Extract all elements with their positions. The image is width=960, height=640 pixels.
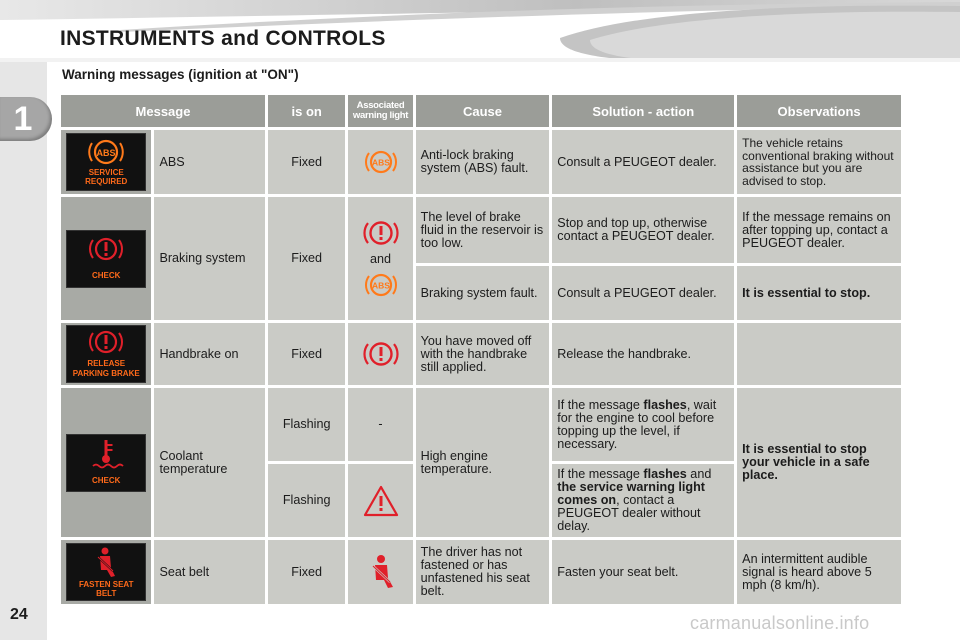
- watermark: carmanualsonline.info: [690, 613, 870, 633]
- cause-cell: Anti-lock braking system (ABS) fault.: [416, 130, 550, 194]
- panel-text-line1: RELEASE: [87, 359, 126, 368]
- panel-image-cell: [61, 130, 151, 194]
- warning-light-cell: [348, 323, 412, 385]
- message-cell: ABS: [154, 130, 265, 194]
- solution-text: If the message: [557, 467, 644, 481]
- table-row-handbrake: [61, 323, 901, 385]
- table-header-row: [61, 95, 901, 127]
- column-header-message: Message: [61, 95, 265, 127]
- is-on-cell: Fixed: [268, 323, 345, 385]
- panel-text-line1: FASTEN SEAT: [78, 580, 134, 589]
- assoc-line1: Associated: [356, 100, 405, 111]
- message-cell: Coolant temperature: [154, 388, 265, 537]
- panel-image-cell: [61, 388, 151, 537]
- panel-text-line2: PARKING BRAKE: [72, 369, 140, 378]
- cause-cell: The level of brake fluid in the reservoir is too low.: [416, 197, 550, 263]
- is-on-cell: Fixed: [268, 197, 345, 320]
- table-row-coolant-a: [61, 388, 901, 461]
- cause-cell: You have moved off with the handbrake still applied.: [416, 323, 550, 385]
- cause-cell: The driver has not fastened or has unfastened his seat belt.: [416, 540, 550, 604]
- solution-text: , wait for the engine to cool before topping up the level, if necessary.: [557, 397, 717, 451]
- message-cell: Seat belt: [154, 540, 265, 604]
- message-cell: Handbrake on: [154, 323, 265, 385]
- seat-belt-icon: [364, 553, 398, 591]
- solution-cell: Fasten your seat belt.: [552, 540, 734, 604]
- chapter-tab: [0, 97, 52, 141]
- is-on-cell: Fixed: [268, 130, 345, 194]
- brake-warning-icon: [363, 215, 399, 251]
- warning-messages-table: [58, 92, 904, 607]
- observations-cell: [737, 323, 901, 385]
- svg-text:ABS: ABS: [371, 157, 390, 168]
- no-warning-light-dash: -: [378, 417, 383, 431]
- solution-text: and: [686, 467, 712, 481]
- cause-cell: Braking system fault.: [416, 266, 550, 320]
- section-title: INSTRUMENTS and CONTROLS: [60, 27, 386, 50]
- chapter-number: 1: [13, 100, 33, 138]
- and-label: and: [370, 252, 392, 266]
- left-margin-band: [0, 62, 47, 640]
- solution-text: If the message: [557, 397, 644, 412]
- panel-image-cell: [61, 323, 151, 385]
- solution-emphasis: flashes: [643, 397, 687, 412]
- observations-cell: It is essential to stop your vehicle in a safe place.: [737, 388, 901, 537]
- panel-text-line2: BELT: [96, 589, 117, 598]
- column-header-associated-warning-light: [348, 95, 412, 127]
- panel-image-cell: [61, 197, 151, 320]
- is-on-cell: Fixed: [268, 540, 345, 604]
- solution-cell: Stop and top up, otherwise contact a PEUGEOT dealer.: [552, 197, 734, 263]
- solution-cell: [552, 464, 734, 537]
- warning-light-cell: [348, 197, 412, 320]
- cause-cell: High engine temperature.: [416, 388, 550, 537]
- table-row-abs: [61, 130, 901, 194]
- svg-text:ABS: ABS: [96, 148, 116, 158]
- brake-warning-icon: [363, 336, 399, 372]
- column-header-observations: Observations: [737, 95, 901, 127]
- warning-light-cell: [348, 464, 412, 537]
- display-panel-abs: [66, 133, 146, 191]
- is-on-cell: Flashing: [268, 464, 345, 537]
- observations-cell: It is essential to stop.: [737, 266, 901, 320]
- table-row-braking-a: [61, 197, 901, 263]
- page-number: 24: [10, 606, 28, 623]
- message-cell: Braking system: [154, 197, 265, 320]
- observations-cell: An intermittent audible signal is heard above 5 mph (8 km/h).: [737, 540, 901, 604]
- panel-text-line1: SERVICE: [88, 168, 124, 177]
- panel-image-cell: [61, 540, 151, 604]
- observations-cell: If the message remains on after topping up, contact a PEUGEOT dealer.: [737, 197, 901, 263]
- warning-light-cell: [348, 130, 412, 194]
- page-subtitle: Warning messages (ignition at "ON"): [62, 67, 299, 82]
- warning-light-cell: [348, 540, 412, 604]
- warning-light-cell: [348, 388, 412, 461]
- assoc-line2: warning light: [352, 110, 409, 121]
- solution-cell: Release the handbrake.: [552, 323, 734, 385]
- display-panel-coolant: [66, 434, 146, 492]
- observations-cell: The vehicle retains conventional braking without assistance but you are advised to stop.: [737, 130, 901, 194]
- warning-triangle-icon: [362, 484, 400, 518]
- column-header-solution: Solution - action: [552, 95, 734, 127]
- abs-icon: [364, 268, 398, 302]
- solution-text: , contact a PEUGEOT dealer without delay.: [557, 493, 701, 533]
- svg-text:ABS: ABS: [371, 280, 390, 291]
- column-header-is-on: is on: [268, 95, 345, 127]
- solution-cell: [552, 388, 734, 461]
- panel-text-line2: REQUIRED: [85, 177, 128, 186]
- abs-icon: [364, 145, 398, 179]
- panel-text-line1: CHECK: [91, 270, 121, 280]
- panel-text-line1: CHECK: [91, 475, 121, 485]
- column-header-cause: Cause: [416, 95, 550, 127]
- solution-emphasis: the service warning light comes on: [557, 480, 705, 507]
- display-panel-seatbelt: [66, 543, 146, 601]
- display-panel-brake: [66, 230, 146, 288]
- table-row-seatbelt: [61, 540, 901, 604]
- display-panel-handbrake: [66, 325, 146, 383]
- solution-emphasis: flashes: [643, 467, 687, 481]
- solution-cell: Consult a PEUGEOT dealer.: [552, 130, 734, 194]
- is-on-cell: Flashing: [268, 388, 345, 461]
- solution-cell: Consult a PEUGEOT dealer.: [552, 266, 734, 320]
